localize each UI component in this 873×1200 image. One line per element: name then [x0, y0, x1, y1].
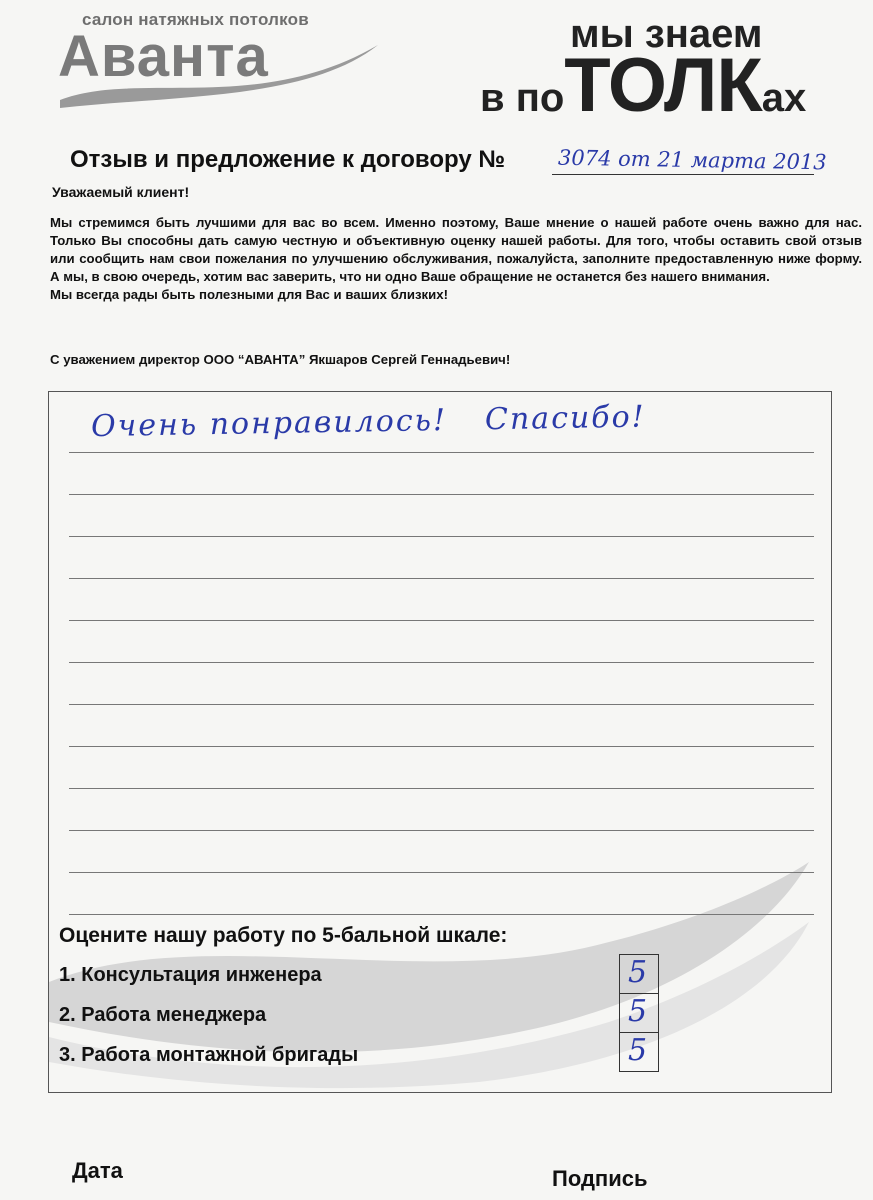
- rule-line: [69, 746, 814, 747]
- rule-line: [69, 662, 814, 663]
- form-title-row: [70, 146, 860, 186]
- rating-score: 5: [628, 1033, 648, 1068]
- intro-text: [50, 214, 862, 304]
- slogan-part-a: в по: [480, 76, 565, 120]
- director-signoff: С уважением директор ООО “АВАНТА” Якшаров Сергей Геннадьевич!: [50, 352, 511, 367]
- rating-score: 5: [628, 955, 648, 990]
- rule-line: [69, 788, 814, 789]
- rating-score: 5: [628, 994, 648, 1029]
- rule-line: [69, 620, 814, 621]
- rule-line: [69, 704, 814, 705]
- rule-line: [69, 830, 814, 831]
- signature-label: Подпись: [552, 1166, 648, 1191]
- rating-heading: Оцените нашу работу по 5-бальной шкале:: [59, 924, 508, 947]
- slogan-part-c: ах: [761, 76, 807, 120]
- date-label: Дата: [72, 1158, 123, 1183]
- rule-line: [69, 872, 814, 873]
- contract-number-handwritten: 3074 от 21 марта 2013: [557, 145, 827, 175]
- logo-wordmark: Аванта: [58, 24, 269, 89]
- rule-line: [69, 578, 814, 579]
- company-logo: [58, 10, 388, 110]
- feedback-box: [48, 391, 832, 1093]
- rating-item-engineer: 1. Консультация инженера: [59, 964, 322, 986]
- intro-paragraph-2: Мы всегда рады быть полезными для Вас и ваших близких!: [50, 287, 448, 302]
- rule-line: [69, 494, 814, 495]
- rule-line: [69, 914, 814, 915]
- greeting: Уважаемый клиент!: [52, 184, 190, 200]
- contract-number-line: [552, 174, 814, 175]
- rating-score-box: [619, 993, 659, 1033]
- rating-item-manager: 2. Работа менеджера: [59, 1004, 267, 1026]
- form-title: Отзыв и предложение к договору №: [70, 146, 506, 173]
- feedback-text-1: Очень понравилось!: [90, 402, 448, 445]
- slogan-top: мы знаем: [570, 12, 763, 56]
- slogan-bottom: [480, 43, 807, 128]
- rating-score-box: [619, 1032, 659, 1072]
- slogan: [480, 12, 850, 128]
- rating-score-box: [619, 954, 659, 994]
- rating-item-install-team: 3. Работа монтажной бригады: [59, 1044, 359, 1066]
- rule-line: [69, 536, 814, 537]
- feedback-text-2: Спасибо!: [484, 399, 647, 438]
- logo-subtitle: салон натяжных потолков: [82, 10, 309, 29]
- slogan-part-b: ТОЛК: [564, 43, 762, 128]
- rule-line: [69, 452, 814, 453]
- intro-paragraph: Мы стремимся быть лучшими для вас во всем. Именно поэтому, Ваше мнение о нашей работе очень важно для нас. Только Вы способны дать самую честную и объективную оценку нашей работы. Для того, чтобы оставить свой отзыв или сообщить нам свои пожелания по улучшению обслуживания, пожалуйста, заполните предоставленную ниже форму. А мы, в свою очередь, хотим вас заверить, что ни одно Ваше обращение не останется без нашего внимания.: [50, 215, 862, 284]
- feedback-handwriting: [91, 399, 684, 444]
